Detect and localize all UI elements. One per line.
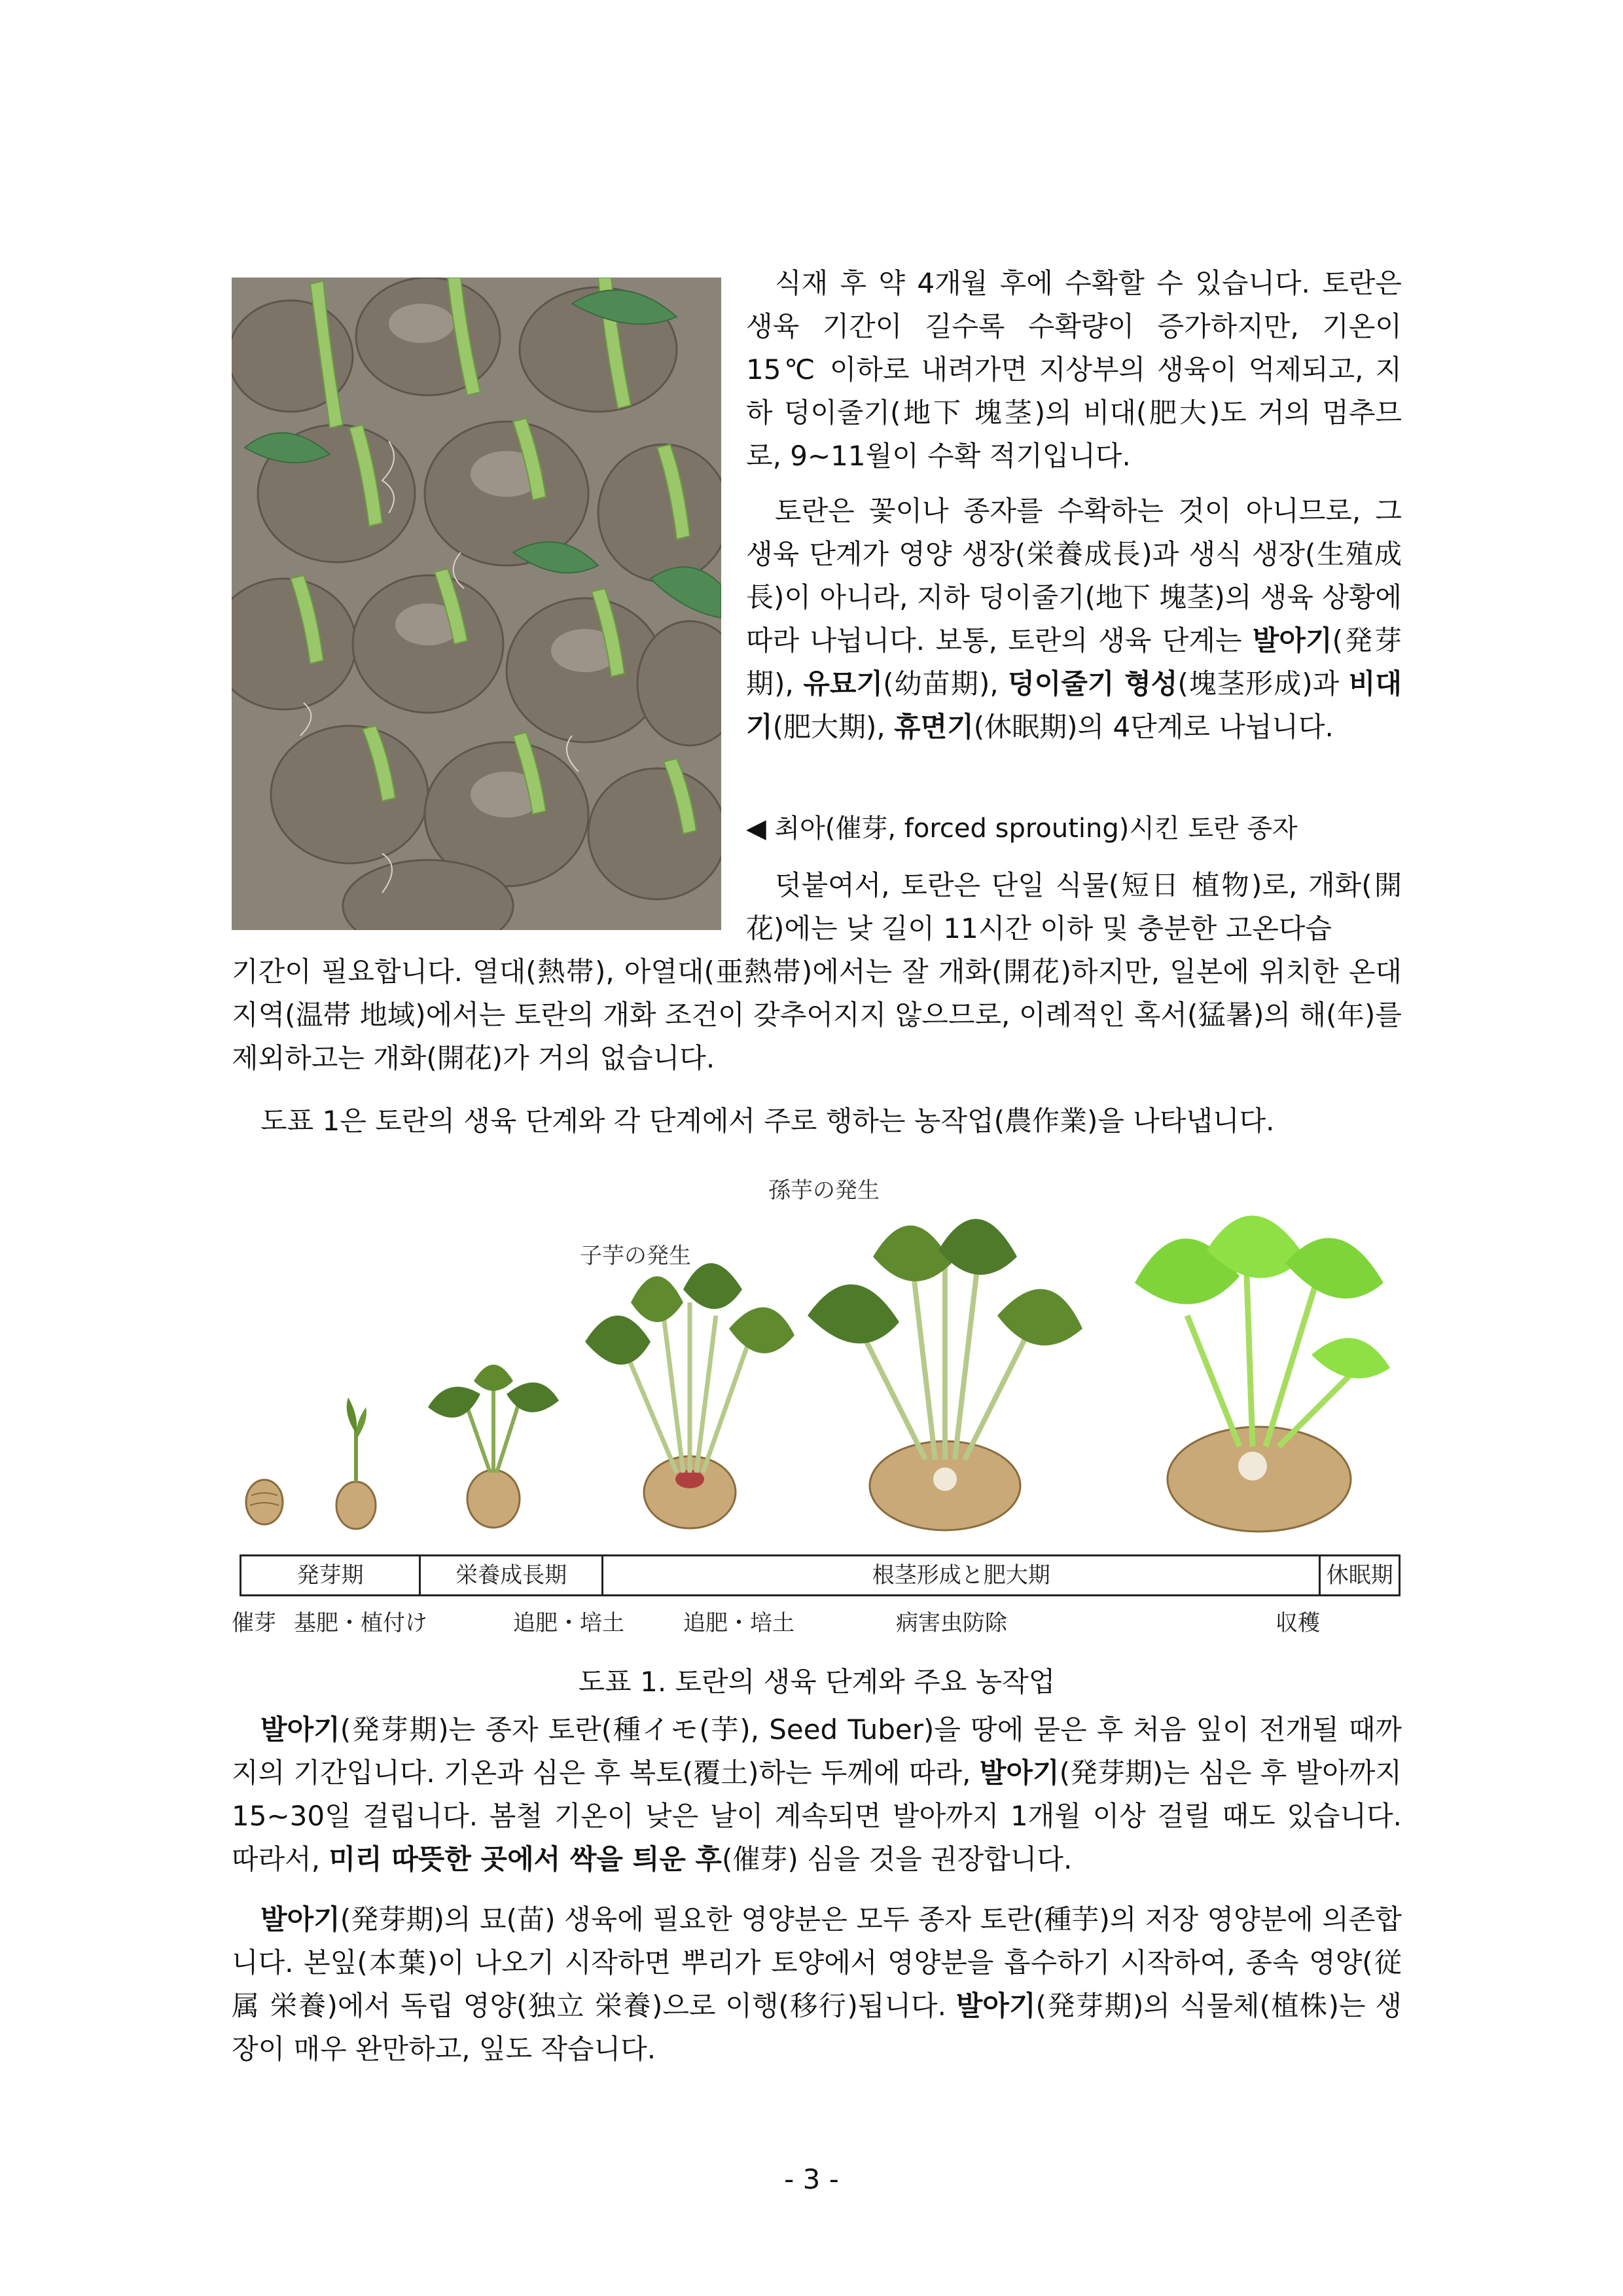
stage-dormancy: 휴면기 (894, 711, 974, 743)
stage-tuber-formation: 덩이줄기 형성 (1008, 668, 1178, 700)
operation-item: 追肥・培土 (513, 1610, 624, 1636)
intro-paragraph-2: 토란은 꽃이나 종자를 수확하는 것이 아니므로, 그 생육 단계가 영양 생장(栄養成長)과 생식 생장(生殖成長)이 아니라, 지하 덩이줄기(地下 塊茎)의 생육 상황에 따라 나뉩니다. 보통, 토란의 생육 단계는 발아기(発芽期), 유묘기(幼苗期), 덩이줄기 형성(塊茎形成)과 비대기(肥大期), 휴면기(休眠期)의 4단계로 나뉩니다. (746, 495, 1402, 743)
stage-germination: 발아기 (1252, 624, 1332, 656)
short-day-paragraph (232, 864, 1402, 1080)
mature-plant-illustration (1135, 1215, 1390, 1532)
growth-stage-figure (232, 1172, 1402, 1656)
sprout-illustration (336, 1397, 376, 1529)
intro-paragraph-1: 식재 후 약 4개월 후에 수확할 수 있습니다. 토란은 생육 기간이 길수록 수확량이 증가하지만, 기온이 15℃ 이하로 내려가면 지상부의 생육이 억제되고, 지하 덩이줄기(地下 塊茎)의 비대(肥大)도 거의 멈추므로, 9~11월이 수확 적기입니다. (746, 267, 1402, 472)
figure-intro: 도표 1은 토란의 생육 단계와 각 단계에서 주로 행하는 농작업(農作業)을 나타냅니다. (260, 1105, 1275, 1137)
phase-tuber-formation: 根茎形成と肥大期 (603, 1556, 1321, 1594)
child-tuber-plant-illustration (585, 1263, 794, 1528)
taro-tubers-image (232, 278, 721, 930)
sprouted-taro-photo (232, 278, 721, 930)
label-grandchild-tuber: 孫芋の発生 (768, 1177, 880, 1204)
young-plant-illustration (428, 1365, 559, 1528)
stage-seedling: 유묘기 (803, 668, 883, 700)
seed-tuber-illustration (246, 1480, 283, 1524)
phase-vegetative: 栄養成長期 (421, 1556, 603, 1594)
label-child-tuber: 子芋の発生 (580, 1243, 691, 1269)
growth-stage-illustration (232, 1172, 1402, 1551)
farm-operations-row (232, 1605, 1402, 1638)
stage-enlargement: 비대기 (746, 668, 1402, 743)
page-number: - 3 - (784, 2163, 839, 2195)
phase-dormancy: 休眠期 (1326, 1562, 1393, 1588)
operation-item: 病害虫防除 (896, 1610, 1007, 1636)
germination-paragraph: 발아기(発芽期)는 종자 토란(種イモ(芋), Seed Tuber)을 땅에 묻은 후 처음 잎이 전개될 때까지의 기간입니다. 기온과 심은 후 복토(覆土)하는 두께에 따라, 발아기(発芽期)는 심은 후 발아까지 15~30일 걸립니다. 봄철 기온이 낮은 날이 계속되면 발아까지 1개월 이상 걸릴 때도 있습니다. 따라서, 미리 따뜻한 곳에서 싹을 틔운 후(催芽) 심을 것을 권장합니다. (232, 1713, 1402, 1875)
operation-item: 収穫 (1275, 1610, 1320, 1636)
phase-bar (240, 1554, 1400, 1596)
operation-item: 催芽 (232, 1610, 276, 1636)
nutrition-paragraph: 발아기(発芽期)의 묘(苗) 생육에 필요한 영양분은 모두 종자 토란(種芋)의 저장 영양분에 의존합니다. 본잎(本葉)이 나오기 시작하면 뿌리가 토양에서 영양분을 흡수하기 시작하여, 종속 영양(従属 栄養)에서 독립 영양(独立 栄養)으로 이행(移行)됩니다. 발아기(発芽期)의 식물체(植株)는 생장이 매우 완만하고, 잎도 작습니다. (232, 1903, 1402, 2065)
photo-caption: ◀ 최아(催芽, forced sprouting)시킨 토란 종자 (746, 814, 1298, 844)
short-day-paragraph-narrow: 덧붙여서, 토란은 단일 식물(短日 植物)로, 개화(開花)에는 낮 길이 11시간 이하 및 충분한 고온다습 (746, 869, 1402, 944)
short-day-paragraph-full: 기간이 필요합니다. 열대(熱帯), 아열대(亜熱帯)에서는 잘 개화(開花)하지만, 일본에 위치한 온대 지역(温帯 地域)에서는 토란의 개화 조건이 갖추어지지 않으므로, 이례적인 혹서(猛暑)의 해(年)를 제외하고는 개화(開花)가 거의 없습니다. (232, 956, 1402, 1074)
operation-item: 追肥・培土 (683, 1610, 794, 1636)
phase-germination: 発芽期 (241, 1556, 421, 1594)
figure-caption: 도표 1. 토란의 생육 단계와 주요 농작업 (578, 1666, 1056, 1698)
operation-item: 基肥・植付け (294, 1610, 427, 1636)
grandchild-tuber-plant-illustration (808, 1219, 1082, 1530)
intro-column (746, 262, 1402, 749)
